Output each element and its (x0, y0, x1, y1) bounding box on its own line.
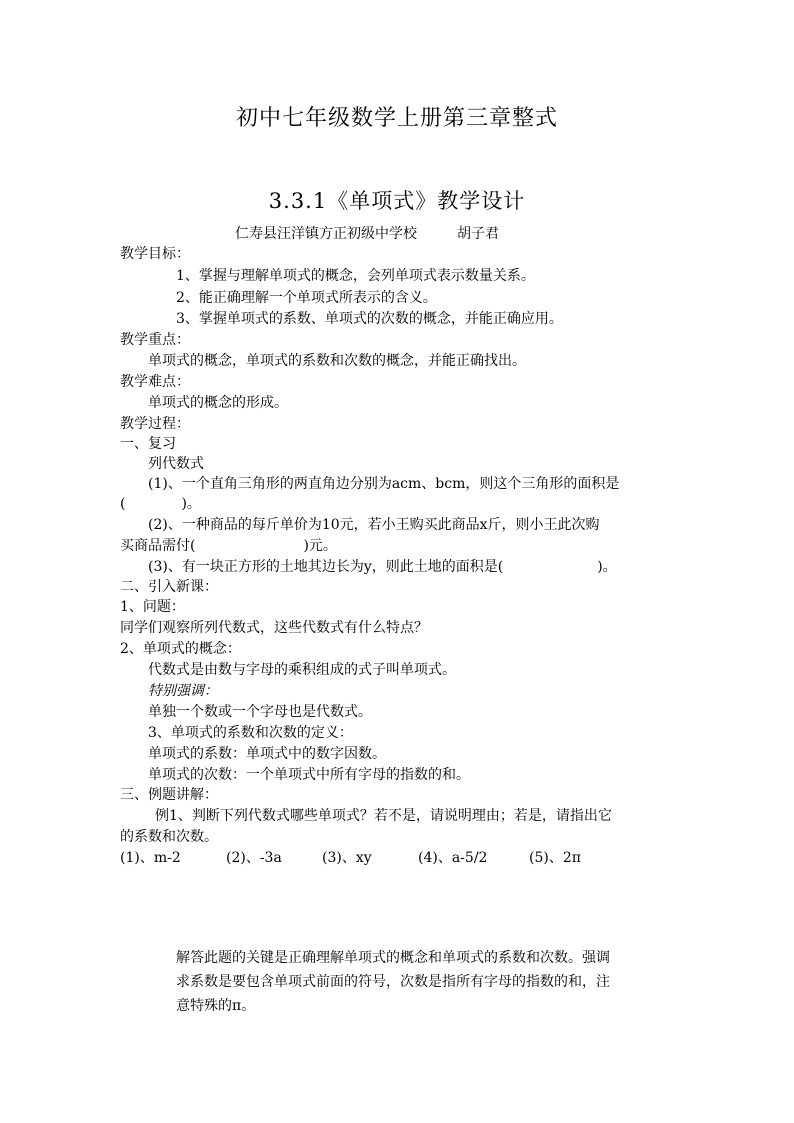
process-heading: 教学过程： (120, 416, 190, 432)
concept-heading: 2、单项式的概念： (120, 641, 241, 657)
example-item-2: (2)、-3a (226, 850, 282, 866)
main-title: 初中七年级数学上册第三章整式 (235, 106, 558, 131)
emphasis-label: 特别强调： (148, 683, 218, 699)
example-1-line-2: 的系数和次数。 (120, 829, 218, 845)
key-heading: 教学重点： (120, 332, 190, 348)
goal-1: 1、掌握与理解单项式的概念，会列单项式表示数量关系。 (176, 268, 535, 284)
example-item-1: (1)、m-2 (120, 850, 181, 866)
sub-title: 3.3.1《单项式》教学设计 (268, 189, 526, 213)
definition-degree: 单项式的次数：一个单项式中所有字母的指数的和。 (148, 767, 470, 783)
author-name: 胡子君 (457, 226, 499, 242)
difficulty-text: 单项式的概念的形成。 (148, 395, 288, 411)
emphasis-text: 单独一个数或一个字母也是代数式。 (148, 704, 372, 720)
review-heading: 一、复习 (120, 436, 176, 452)
intro-question-text: 同学们观察所列代数式，这些代数式有什么特点？ (120, 620, 428, 636)
question-2-line-1: (2)、一种商品的每斤单价为10元，若小王购买此商品x斤，则小王此次购 (148, 517, 600, 533)
author-school: 仁寿县汪洋镇方正初级中学校 (235, 226, 417, 242)
difficulty-heading: 教学难点： (120, 374, 190, 390)
answer-line-1: 解答此题的关键是正确理解单项式的概念和单项式的系数和次数。强调 (176, 950, 610, 966)
example-item-3: (3)、xy (322, 850, 372, 866)
review-sub: 列代数式 (148, 456, 204, 472)
example-1-line-1: 例1、判断下列代数式哪些单项式？若不是，请说明理由；若是，请指出它 (155, 808, 612, 824)
question-3: (3)、有一块正方形的土地其边长为y，则此土地的面积是( )。 (148, 559, 617, 575)
question-1-line-1: (1)、一个直角三角形的两直角边分别为acm、bcm，则这个三角形的面积是 (148, 476, 620, 492)
author-line (0, 224, 794, 244)
definition-coefficient: 单项式的系数：单项式中的数字因数。 (148, 746, 386, 762)
key-text: 单项式的概念，单项式的系数和次数的概念，并能正确找出。 (148, 353, 526, 369)
intro-heading: 二、引入新课： (120, 579, 218, 595)
example-item-5: (5)、2π (529, 850, 581, 866)
goal-3: 3、掌握单项式的系数、单项式的次数的概念，并能正确应用。 (176, 311, 563, 327)
question-2-line-2: 买商品需付( )元。 (120, 538, 337, 554)
goals-heading: 教学目标： (120, 246, 190, 262)
example-heading: 三、例题讲解： (120, 787, 218, 803)
intro-question-heading: 1、问题： (120, 599, 185, 615)
answer-line-3: 意特殊的π。 (176, 998, 256, 1014)
question-1-line-2: ( )。 (120, 496, 201, 512)
goal-2: 2、能正确理解一个单项式所表示的含义。 (176, 290, 437, 306)
concept-text: 代数式是由数与字母的乘积组成的式子叫单项式。 (148, 662, 456, 678)
answer-line-2: 求系数是要包含单项式前面的符号，次数是指所有字母的指数的和，注 (176, 974, 610, 990)
definition-heading: 3、单项式的系数和次数的定义： (148, 725, 353, 741)
example-item-4: (4)、a-5/2 (418, 850, 488, 866)
